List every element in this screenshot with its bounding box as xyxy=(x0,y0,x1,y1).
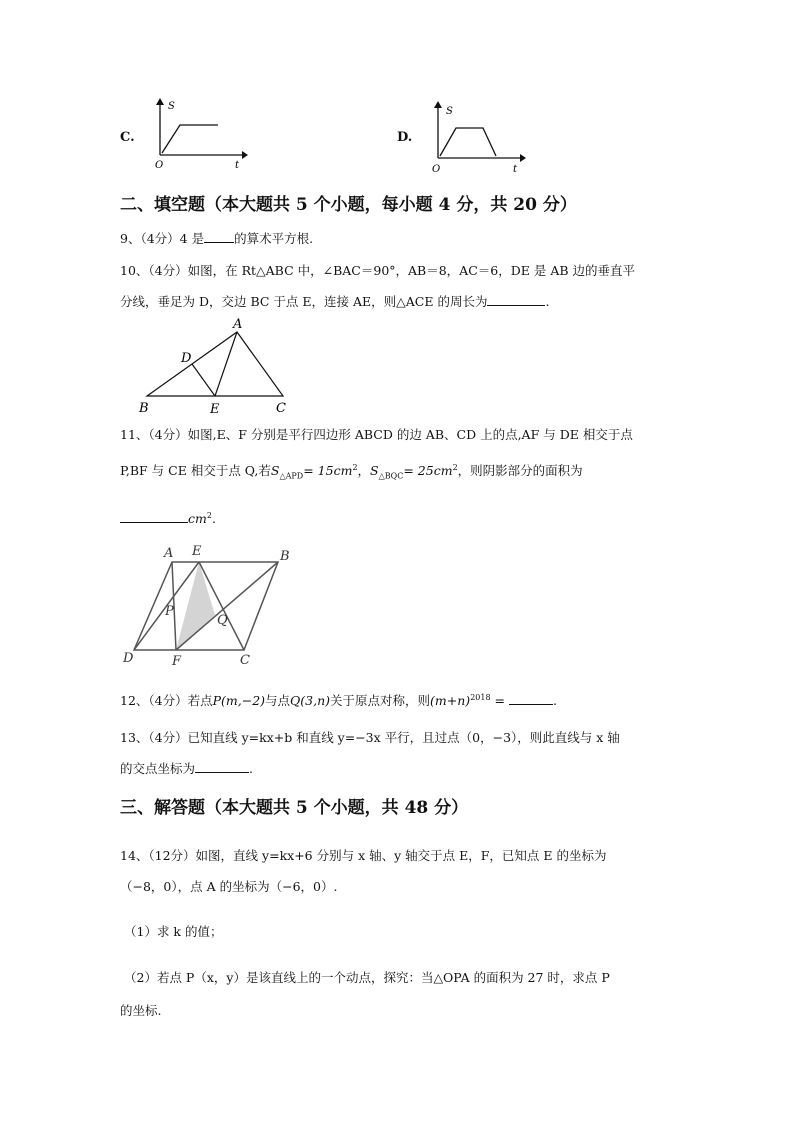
label-b: B xyxy=(280,549,290,564)
option-c-label: C. xyxy=(120,130,135,145)
option-d-axis-t: t xyxy=(513,164,518,175)
question-14-part-2-line-1: （2）若点 P（x，y）是该直线上的一个动点，探究：当△OPA 的面积为 27 时，求点 P xyxy=(124,970,610,985)
label-c: C xyxy=(276,401,286,416)
question-14-part-2-line-2: 的坐标. xyxy=(120,1003,162,1018)
option-c-origin: O xyxy=(155,160,164,171)
question-10-line-2: 分线，垂足为 D，交边 BC 于点 E，连接 AE，则△ACE 的周长为 . xyxy=(120,291,549,312)
section-2-title: 二、填空题（本大题共 5 个小题，每小题 4 分，共 20 分） xyxy=(120,195,577,215)
label-p: P xyxy=(165,604,174,619)
option-d-origin: O xyxy=(432,164,441,175)
section-3-title: 三、解答题（本大题共 5 个小题，共 48 分） xyxy=(120,798,469,818)
label-e: E xyxy=(210,402,220,417)
option-d-axis-s: S xyxy=(446,106,453,117)
answer-blank[interactable] xyxy=(120,508,188,523)
option-c-axis-t: t xyxy=(235,160,240,171)
option-d-label: D. xyxy=(397,130,413,145)
label-a: A xyxy=(164,546,174,561)
option-c-graph xyxy=(150,95,250,175)
option-c-axis-s: S xyxy=(168,101,175,112)
label-c: C xyxy=(240,653,250,668)
option-d-graph xyxy=(428,100,528,175)
answer-blank[interactable] xyxy=(487,291,545,306)
label-q: Q xyxy=(217,613,228,628)
label-b: B xyxy=(139,401,149,416)
question-13-line-1: 13、（4分）已知直线 y=kx+b 和直线 y=−3x 平行，且过点（0，−3），则此直线与 x 轴 xyxy=(120,730,620,745)
question-14-part-1: （1）求 k 的值； xyxy=(124,924,223,939)
question-10-line-1: 10、（4分）如图，在 Rt△ABC 中，∠BAC＝90°，AB＝8，AC＝6，DE 是 AB 边的垂直平 xyxy=(120,263,636,278)
question-14-line-1: 14、（12分）如图，直线 y=kx+6 分别与 x 轴、y 轴交于点 E，F，已知点 E 的坐标为 xyxy=(120,848,607,863)
label-d: D xyxy=(123,651,134,666)
question-13-line-2: 的交点坐标为 . xyxy=(120,758,253,779)
question-9: 9、（4分）4 是 的算术平方根. xyxy=(120,228,313,249)
question-14-line-2: （−8，0），点 A 的坐标为（−6，0）. xyxy=(120,879,338,894)
question-11-line-1: 11、（4分）如图,E、F 分别是平行四边形 ABCD 的边 AB、CD 上的点,AF 与 DE 相交于点 xyxy=(120,427,633,442)
answer-blank[interactable] xyxy=(204,228,234,243)
question-12: 12、（4分）若点P(m,−2)与点Q(3,n)关于原点对称，则$(m+n)^{2018}$ = . xyxy=(120,688,557,711)
triangle-figure xyxy=(135,314,305,418)
answer-blank[interactable] xyxy=(509,690,553,705)
label-e: E xyxy=(192,544,202,559)
parallelogram-figure xyxy=(120,538,300,670)
label-f: F xyxy=(172,654,182,669)
answer-blank[interactable] xyxy=(195,758,249,773)
label-a: A xyxy=(233,317,243,332)
question-11-line-2: P,BF 与 CE 相交于点 Q,若$S_{\triangle APD}= 15cm^2$，$S_{\triangle BQC}= 25cm^2$，则阴影部分的面积为 xyxy=(120,463,583,481)
label-d: D xyxy=(181,351,192,366)
question-11-line-3: $cm^2$. xyxy=(120,506,216,529)
